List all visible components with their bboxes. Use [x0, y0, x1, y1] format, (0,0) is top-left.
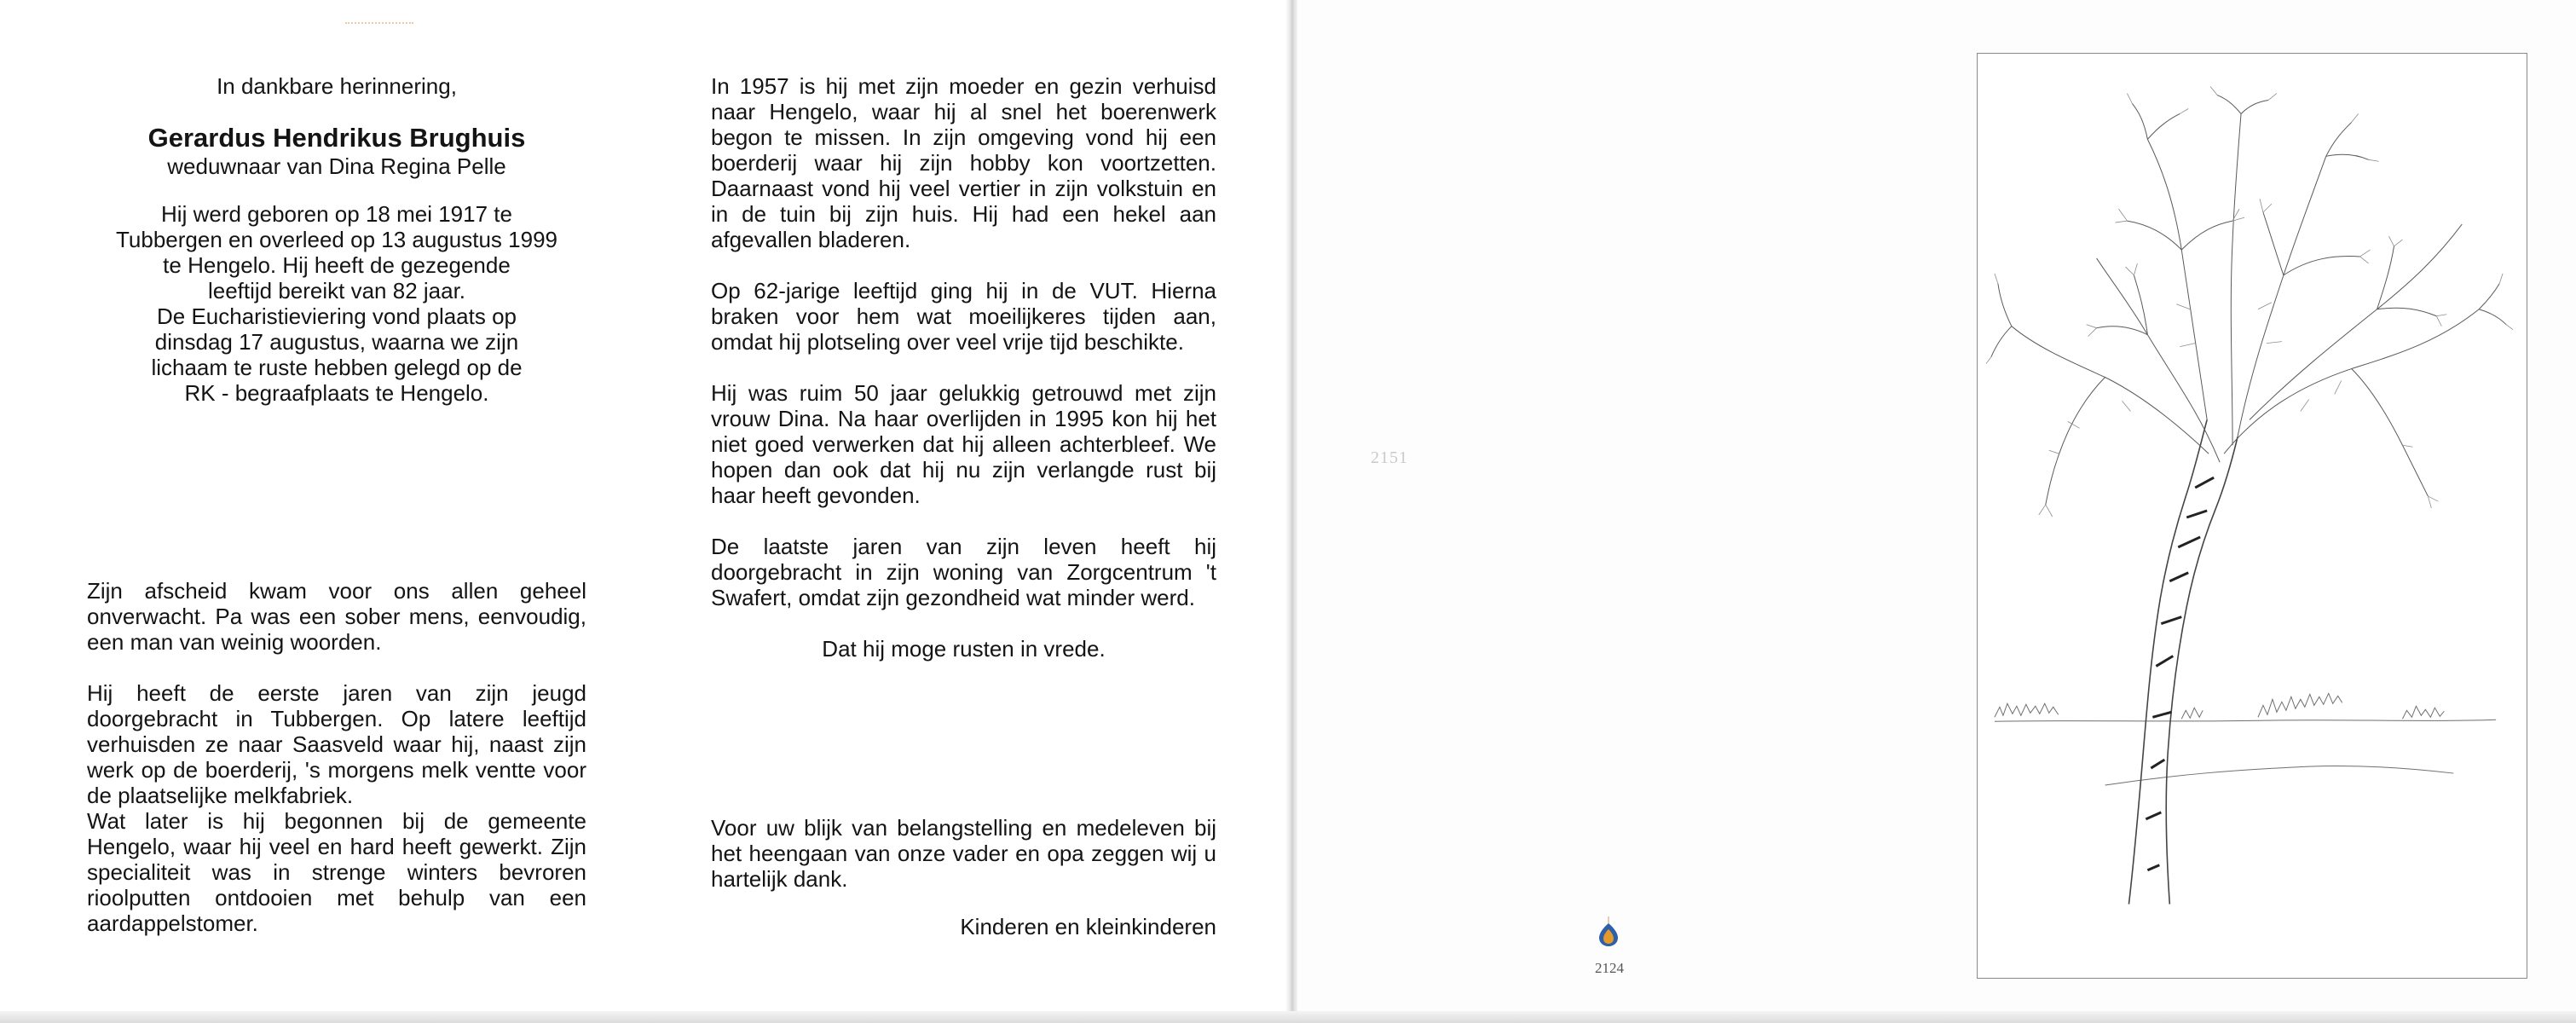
signature: Kinderen en kleinkinderen	[960, 914, 1216, 939]
paragraph-work: Wat later is hij begonnen bij de gemeente Hengelo, waar hij veel en hard heeft gewerkt. Zijn specialiteit was in strenge winters bevroren rioolputten ontdooien met behulp van een aardappelstomer.	[87, 808, 586, 936]
inner-pages	[0, 0, 1291, 1014]
faint-stamp: 2151	[1371, 448, 1408, 467]
thanks-paragraph: Voor uw blijk van belangstelling en medeleven bij het heengaan van onze vader en opa zeggen wij u hartelijk dank.	[711, 815, 1216, 892]
birth-line: leeftijd bereikt van 82 jaar.	[207, 278, 466, 303]
life-story-middle	[711, 73, 1216, 687]
deceased-name: Gerardus Hendrikus Brughuis	[147, 123, 526, 153]
header-block	[77, 73, 597, 406]
card-bottom-edge	[0, 1011, 2576, 1023]
bare-tree-illustration	[1978, 54, 2527, 978]
life-story-left	[87, 578, 586, 936]
paragraph-youth: Hij heeft de eerste jaren van zijn jeugd doorgebracht in Tubbergen. Op latere leeftijd verhuisden ze naar Saasveld waar hij, naast zijn werk op de boerderij, 's morgens melk ventte voor de plaatselijke melkfabriek.	[87, 680, 586, 808]
birth-line: te Hengelo. Hij heeft de gezegende	[163, 252, 511, 278]
prayer-line: Dat hij moge rusten in vrede.	[822, 636, 1106, 662]
paragraph-retirement: Op 62-jarige leeftijd ging hij in de VUT. Hierna braken voor hem wat moeilijkeres tijden aan, omdat hij plotseling over veel vrije tijd beschikte.	[711, 278, 1216, 355]
birth-line: De Eucharistieviering vond plaats op	[156, 303, 517, 329]
paragraph-last-years: De laatste jaren van zijn leven heeft hij doorgebracht in zijn woning van Zorgcentrum 't Swafert, omdat zijn gezondheid wat minder werd.	[711, 534, 1216, 610]
widow-line: weduwnaar van Dina Regina Pelle	[167, 153, 506, 179]
birth-line: RK - begraafplaats te Hengelo.	[184, 380, 489, 406]
birth-line: Tubbergen en overleed op 13 augustus 1999	[116, 227, 557, 252]
birth-line: lichaam te ruste hebben gelegd op de	[151, 355, 523, 380]
tree-illustration-frame	[1977, 53, 2527, 979]
dedication: In dankbare herinnering,	[217, 73, 457, 99]
paragraph-farewell: Zijn afscheid kwam voor ons allen geheel onverwacht. Pa was een sober mens, eenvoudig, een man van weinig woorden.	[87, 578, 586, 655]
birth-paragraph	[77, 201, 597, 406]
birth-line: dinsdag 17 augustus, waarna we zijn	[154, 329, 519, 355]
paragraph-hengelo: In 1957 is hij met zijn moeder en gezin verhuisd naar Hengelo, waar hij al snel het boerenwerk begon te missen. In zijn omgeving vond hij een boerderij waar hij zijn hobby kon voortzetten. Daarnaast vond hij veel vertier in zijn volkstuin en in de tuin bij zijn huis. Hij had een hekel aan afgevallen bladeren.	[711, 73, 1216, 252]
card-number: 2124	[1595, 960, 1624, 976]
flame-drop-icon	[1597, 916, 1620, 947]
paragraph-marriage: Hij was ruim 50 jaar gelukkig getrouwd met zijn vrouw Dina. Na haar overlijden in 1995 kon hij het niet goed verwerken dat hij alleen achterbleef. We hopen dan ook dat hij nu zijn verlangde rust bij haar heeft gevonden.	[711, 380, 1216, 508]
paper-mark	[345, 22, 413, 26]
birth-line: Hij werd geboren op 18 mei 1917 te	[161, 201, 512, 227]
